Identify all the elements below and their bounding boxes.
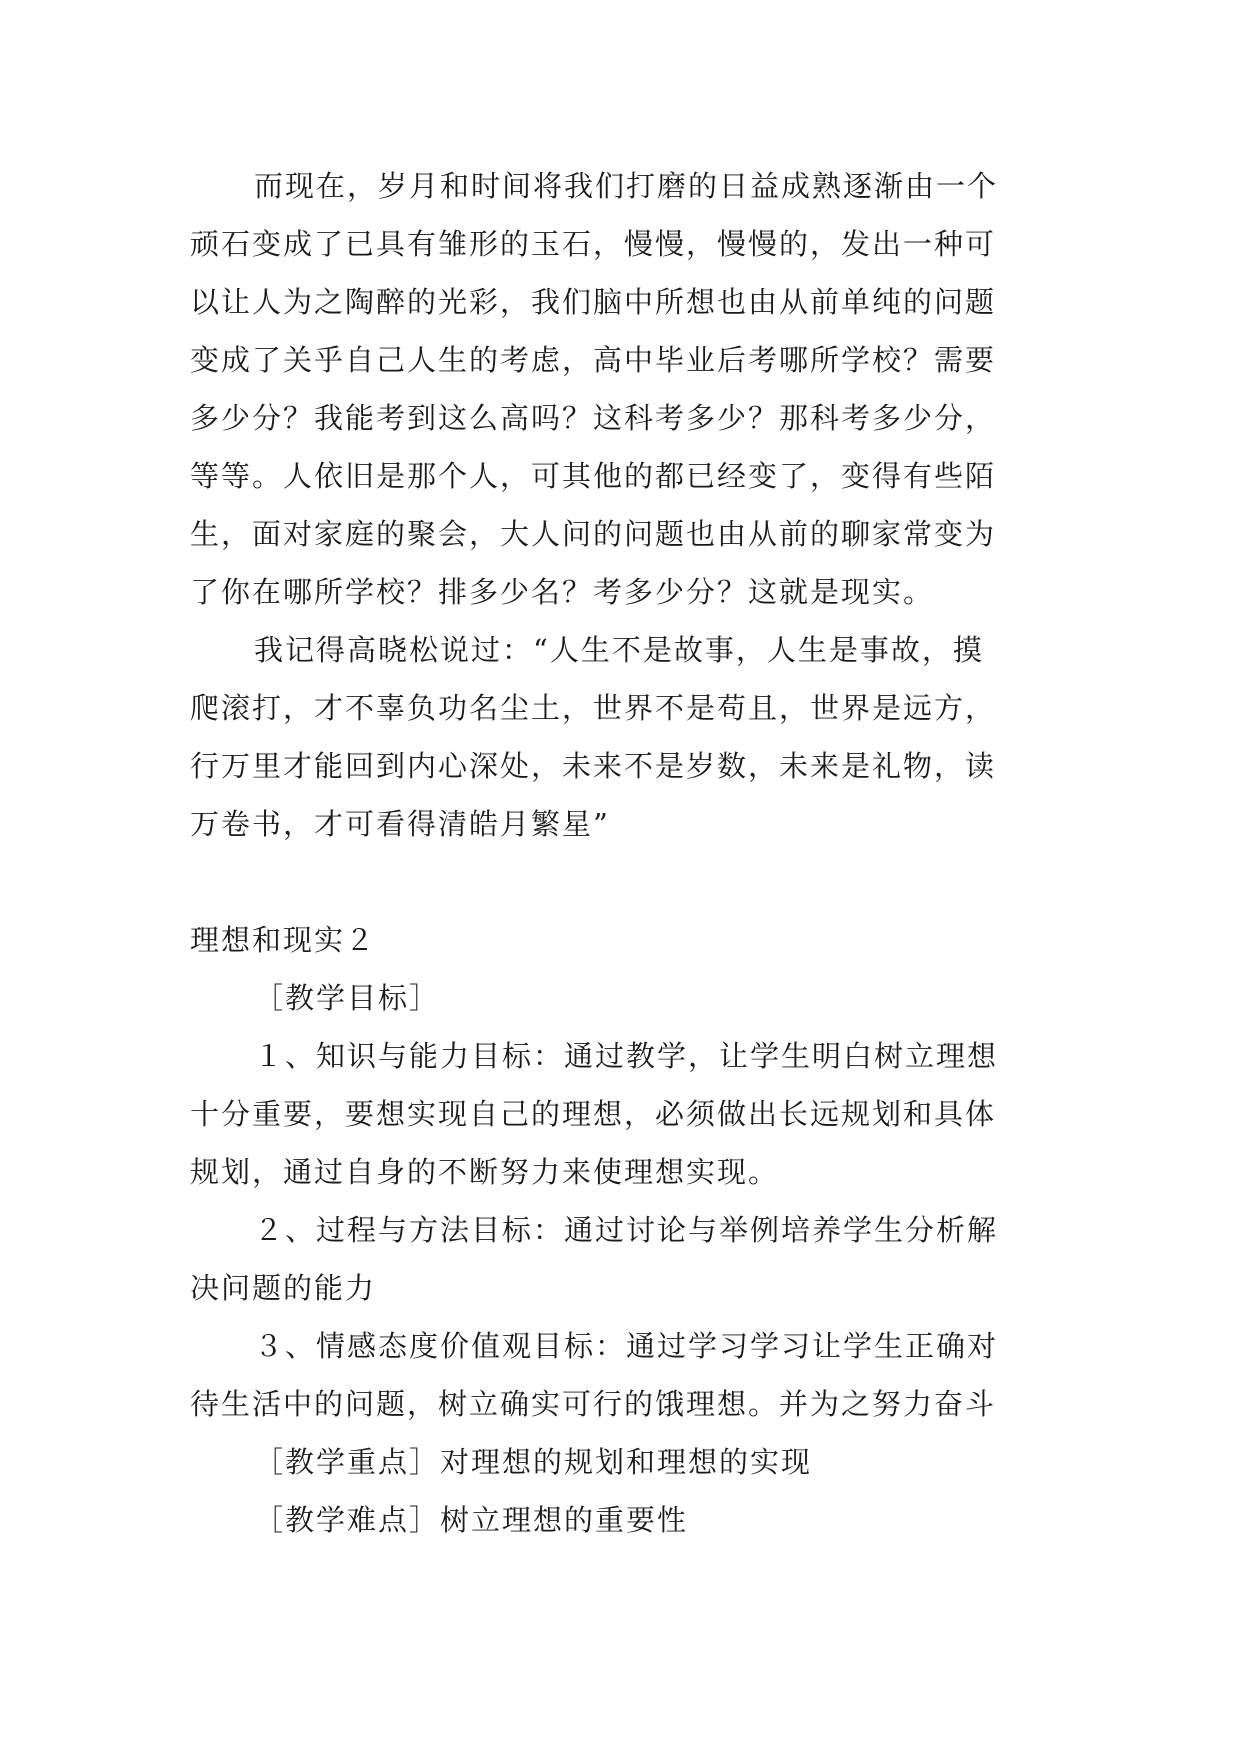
text-line: ２、过程与方法目标：通过讨论与举例培养学生分析解	[254, 1213, 999, 1247]
section-title: 理想和现实２	[190, 923, 377, 957]
text-line: 顽石变成了已具有雏形的玉石，慢慢，慢慢的，发出一种可	[190, 227, 997, 261]
text-line: 而现在，岁月和时间将我们打磨的日益成熟逐渐由一个	[254, 169, 999, 203]
text-line: 决问题的能力	[190, 1271, 377, 1305]
text-line: 多少分？我能考到这么高吗？这科考多少？那科考多少分，	[190, 401, 997, 435]
text-line: 规划，通过自身的不断努力来使理想实现。	[190, 1155, 780, 1189]
text-line: 生，面对家庭的聚会，大人问的问题也由从前的聊家常变为	[190, 517, 997, 551]
text-line: 我记得高晓松说过：“人生不是故事，人生是事故，摸	[254, 633, 984, 667]
text-line: 待生活中的问题，树立确实可行的饿理想。并为之努力奋斗	[190, 1387, 997, 1421]
text-line: ［教学目标］	[254, 981, 441, 1015]
text-line: ［教学重点］对理想的规划和理想的实现	[254, 1445, 813, 1479]
text-line: 十分重要，要想实现自己的理想，必须做出长远规划和具体	[190, 1097, 997, 1131]
text-line: 以让人为之陶醉的光彩，我们脑中所想也由从前单纯的问题	[190, 285, 997, 319]
text-line: １、知识与能力目标：通过教学，让学生明白树立理想	[254, 1039, 999, 1073]
text-line: 爬滚打，才不辜负功名尘土，世界不是苟且，世界是远方，	[190, 691, 997, 725]
text-line: 等等。人依旧是那个人，可其他的都已经变了，变得有些陌	[190, 459, 997, 493]
text-line: 万卷书，才可看得清皓月繁星”	[190, 807, 610, 841]
text-line: 了你在哪所学校？排多少名？考多少分？这就是现实。	[190, 575, 935, 609]
text-line: 行万里才能回到内心深处，未来不是岁数，未来是礼物，读	[190, 749, 997, 783]
text-line: ［教学难点］树立理想的重要性	[254, 1503, 689, 1537]
text-line: 变成了关乎自己人生的考虑，高中毕业后考哪所学校？需要	[190, 343, 997, 377]
text-line: ３、情感态度价值观目标：通过学习学习让学生正确对	[254, 1329, 999, 1363]
